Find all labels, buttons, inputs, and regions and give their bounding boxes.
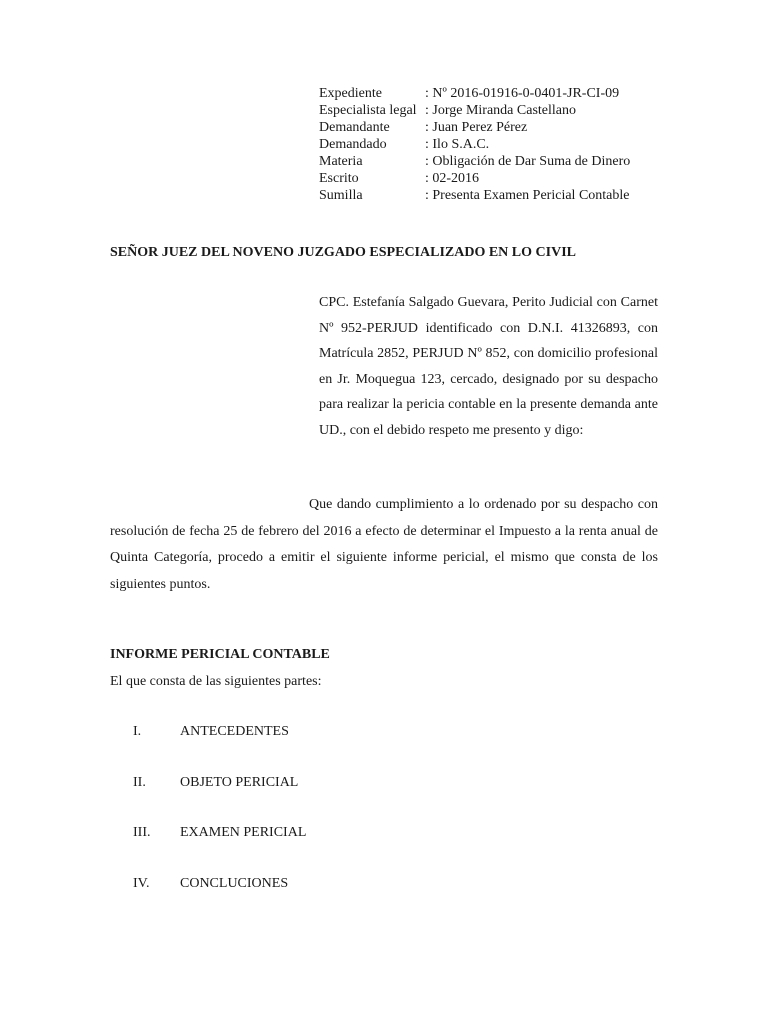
case-key: Especialista legal (319, 103, 417, 118)
section-label: CONCLUCIONES (180, 875, 289, 891)
list-item (133, 823, 306, 874)
list-item (133, 773, 306, 824)
section-number: I. (133, 724, 142, 739)
case-row-escrito (319, 170, 679, 187)
case-key: Escrito (319, 171, 359, 186)
section-label: EXAMEN PERICIAL (180, 825, 307, 840)
case-key: Expediente (319, 86, 382, 101)
intro-paragraph: CPC. Estefanía Salgado Guevara, Perito Judicial con Carnet Nº 952-PERJUD identificado con D.N.I. 41326893, con Matrícula 2852, PERJUD Nº 852, con domicilio profesional en Jr. Moquegua 123, cercado, designado por su despacho para realizar la pericia contable en la presente demanda ante UD., con el debido respeto me presento y digo: (319, 295, 658, 438)
addressee-heading: SEÑOR JUEZ DEL NOVENO JUZGADO ESPECIALIZADO EN LO CIVIL (110, 245, 576, 260)
case-header (319, 85, 679, 204)
case-row-sumilla (319, 187, 679, 204)
report-intro: El que consta de las siguientes partes: (110, 674, 322, 689)
case-key: Materia (319, 154, 363, 169)
section-list (133, 722, 306, 924)
case-row-demandado (319, 136, 679, 153)
case-value: : Obligación de Dar Suma de Dinero (425, 154, 631, 169)
body-paragraph: Que dando cumplimiento a lo ordenado por su despacho con resolución de fecha 25 de febrero del 2016 a efecto de determinar el Impuesto a la renta anual de Quinta Categoría, procedo a emitir el siguiente informe pericial, el mismo que consta de los siguientes puntos. (110, 497, 658, 592)
case-row-demandante (319, 119, 679, 136)
section-label: OBJETO PERICIAL (180, 774, 299, 790)
list-item (133, 874, 306, 925)
case-row-materia (319, 153, 679, 170)
case-key: Demandante (319, 120, 390, 135)
case-value: : Jorge Miranda Castellano (425, 103, 576, 118)
case-row-especialista (319, 102, 679, 119)
section-number: III. (133, 825, 151, 840)
section-label: ANTECEDENTES (180, 724, 289, 739)
case-value: : Juan Perez Pérez (425, 120, 528, 135)
case-value: : 02-2016 (425, 171, 480, 186)
case-value: : Presenta Examen Pericial Contable (425, 188, 630, 203)
case-key: Sumilla (319, 188, 363, 203)
section-number: IV. (133, 875, 150, 891)
case-row-expediente (319, 85, 679, 102)
list-item (133, 722, 306, 773)
case-value: : Nº 2016-01916-0-0401-JR-CI-09 (425, 86, 620, 101)
case-value: : Ilo S.A.C. (425, 137, 490, 152)
case-key: Demandado (319, 137, 387, 152)
report-title: INFORME PERICIAL CONTABLE (110, 647, 330, 662)
section-number: II. (133, 774, 146, 790)
